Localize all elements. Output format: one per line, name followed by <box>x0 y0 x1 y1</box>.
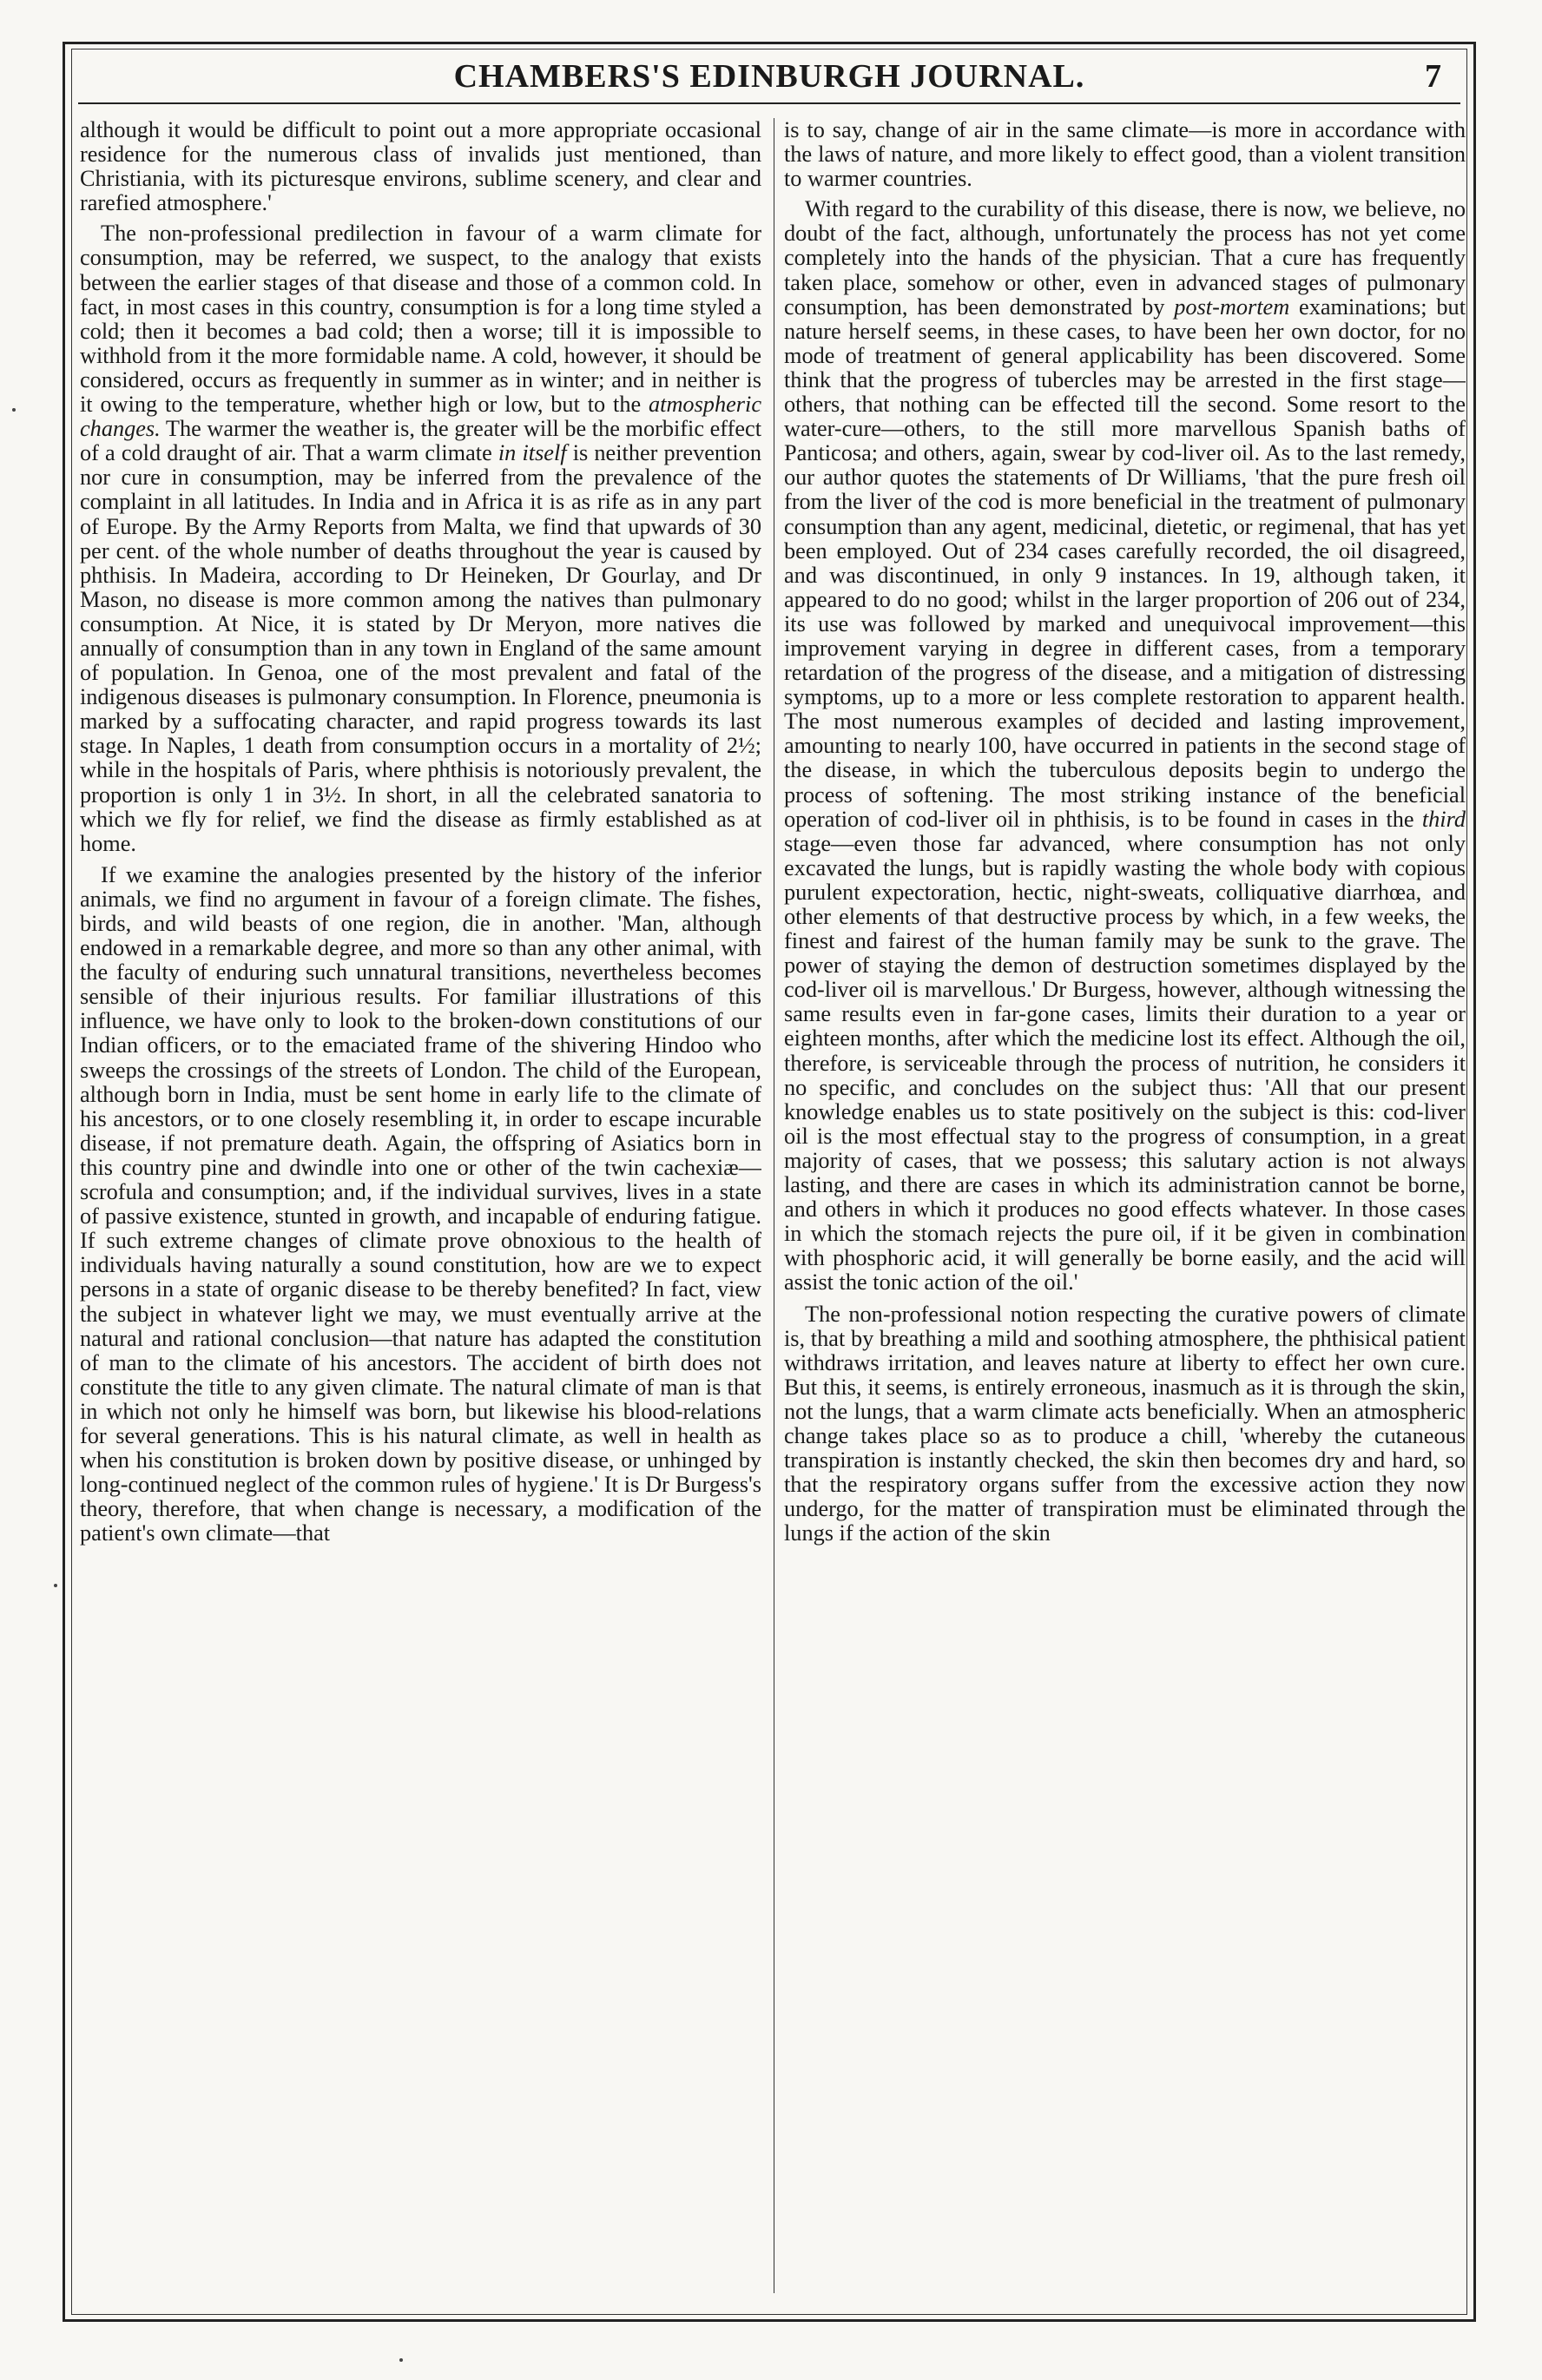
page-header <box>78 54 1460 104</box>
stray-mark <box>12 408 16 412</box>
text-run: The warmer the weather is, the greater will be the morbific effect of a cold draught of air. That a warm climate <box>80 416 761 466</box>
text-run: The non-professional predilection in favour of a warm climate for consumption, may be referred, we suspect, to the analogy that exists between the earlier stages of that disease and those of a common cold. In fact, in most cases in this country, consumption is for a long time styled a cold; then it becomes a bad cold; then a worse; till it is impossible to withhold from it the more formidable name. A cold, however, it should be considered, occurs as frequently in summer as in winter; and in neither is it owing to the temperature, whether high or low, but to the <box>80 221 761 418</box>
left-paragraph-3: If we examine the analogies presented by the history of the inferior animals, we find no argument in favour of a foreign climate. The fishes, birds, and wild beasts of one region, die in another. 'Man, although endowed in a remarkable degree, and more so than any other animal, with the faculty of enduring such unnatural transitions, nevertheless becomes sensible of their injurious results. For familiar illustrations of this influence, we have only to look to the broken-down constitutions of our Indian officers, or to the emaciated frame of the shivering Hindoo who sweeps the crossings of the streets of London. The child of the European, although born in India, must be sent home in early life to the climate of his ancestors, or to one closely resembling it, in order to escape incurable disease, if not premature death. Again, the offspring of Asiatics born in this country pine and dwindle into one or other of the twin cachexiæ—scrofula and consumption; and, if the individual survives, lives in a state of passive existence, stunted in growth, and incapable of enduring fatigue. If such extreme changes of climate prove obnoxious to the health of individuals having naturally a sound constitution, how are we to expect persons in a state of organic disease to be thereby benefited? In fact, view the subject in whatever light we may, we must eventually arrive at the natural and rational conclusion—that nature has adapted the constitution of man to the climate of his ancestors. The accident of birth does not constitute the title to any given climate. The natural climate of man is that in which not only he himself was born, but likewise his blood-relations for several generations. This is his natural climate, as well in health as when his constitution is broken down by positive disease, or unhinged by long-continued neglect of the common rules of hygiene.' It is Dr Burgess's theory, therefore, that when change is necessary, a modification of the patient's own climate—that <box>80 861 761 1546</box>
left-paragraph-2 <box>80 221 761 855</box>
text-run: examinations; but nature herself seems, in these cases, to have been her own doctor, for no mode of treatment of general applicability has been discovered. Some think that the progress of tubercles may be arrested in the first stage—others, that nothing can be effected till the second. Some resort to the water-cure—others, to the still more marvellous Spanish baths of Panticosa; and others, again, swear by cod-liver oil. As to the last remedy, our author quotes the statements of Dr Williams, 'that the pure fresh oil from the liver of the cod is more beneficial in the treatment of pulmonary consumption than any agent, medicinal, dietetic, or regimenal, that has yet been employed. Out of 234 cases carefully recorded, the oil disagreed, and was discontinued, in only 9 instances. In 19, although taken, it appeared to do no good; whilst in the larger proportion of 206 out of 234, its use was followed by marked and unequivocal improvement—this improvement varying in degree in different cases, from a temporary retardation of the progress of the disease, and a mitigation of distressing symptoms, up to a more or less complete restoration to apparent health. The most numerous examples of decided and lasting improvement, amounting to nearly 100, have occurred in patients in the second stage of the disease, in which the tuberculous deposits begin to undergo the process of softening. The most striking instance of the beneficial operation of cod-liver oil in phthisis, is to be found in cases in the <box>784 293 1466 832</box>
left-paragraph-1: although it would be difficult to point out a more appropriate occasional residence for the numerous class of invalids just mentioned, than Christiania, with its picturesque environs, sublime scenery, and clear and rarefied atmosphere.' <box>80 118 761 216</box>
left-column <box>80 118 761 2293</box>
right-paragraph-1: is to say, change of air in the same climate—is more in accordance with the laws of nature, and more likely to effect good, than a violent transition to warmer countries. <box>784 118 1466 192</box>
emphasis: atmospheric changes. <box>80 392 761 442</box>
emphasis: post-mortem <box>1174 293 1290 320</box>
emphasis: third <box>1421 806 1466 832</box>
page-number: 7 <box>1425 58 1441 95</box>
journal-title: CHAMBERS'S EDINBURGH JOURNAL. <box>453 58 1085 95</box>
stray-mark <box>399 2358 403 2362</box>
emphasis: in itself <box>498 440 567 466</box>
stray-mark <box>54 1584 57 1587</box>
text-run: stage—even those far advanced, where consumption has not only excavated the lungs, but is rapidly wasting the whole body with copious purulent expectoration, hectic, night-sweats, colliquative diarrhœa, and other elements of that destructive process by which, in a few weeks, the finest and fairest of the human family may be sunk to the grave. The power of staying the demon of destruction sometimes displayed by the cod-liver oil is marvellous.' Dr Burgess, however, although witnessing the same results even in far-gone cases, limits their duration to a year or eighteen months, after which the medicine lost its effect. Although the oil, therefore, is serviceable through the process of nutrition, he considers it no specific, and concludes on the subject thus: 'All that our present knowledge enables us to state positively on the subject is this: cod-liver oil is the most effectual stay to the progress of consumption, in a great majority of cases, that we possess; this salutary action is not always lasting, and there are cases in which its administration cannot be borne, and others in which it produces no good effects whatever. In those cases in which the stomach rejects the pure oil, if it be given in combination with phosphoric acid, it will generally be borne easily, and the acid will assist the tonic action of the oil.' <box>784 830 1466 1295</box>
right-paragraph-3: The non-professional notion respecting the curative powers of climate is, that by breathing a mild and soothing atmosphere, the phthisical patient withdraws irritation, and leaves nature at liberty to effect her own cure. But this, it seems, is entirely erroneous, inasmuch as it is through the skin, not the lungs, that a warm climate acts beneficially. When an atmospheric change takes place so as to produce a chill, 'whereby the cutaneous transpiration is instantly checked, the skin then becomes dry and hard, so that the respiratory organs suffer from the excessive action they now undergo, for the matter of transpiration must be eliminated through the lungs if the action of the skin <box>784 1301 1466 1546</box>
right-paragraph-2 <box>784 197 1466 1295</box>
right-column <box>784 118 1466 2293</box>
text-run: With regard to the curability of this disease, there is now, we believe, no doubt of the fact, although, unfortunately the process has not yet come completely into the hands of the physician. That a cure has frequently taken place, somehow or other, even in advanced stages of pulmonary consumption, has been demonstrated by <box>784 196 1466 320</box>
text-run: is neither prevention nor cure in consumption, may be inferred from the prevalence of the complaint in all latitudes. In India and in Africa it is as rife as in any part of Europe. By the Army Reports from Malta, we find that upwards of 30 per cent. of the whole number of deaths throughout the year is caused by phthisis. In Madeira, according to Dr Heineken, Dr Gourlay, and Dr Mason, no disease is more common among the natives than pulmonary consumption. At Nice, it is stated by Dr Meryon, more natives die annually of consumption than in any town in England of the same amount of population. In Genoa, one of the most prevalent and fatal of the indigenous diseases is pulmonary consumption. In Florence, pneumonia is marked by a suffocating character, and rapid progress towards its last stage. In Naples, 1 death from consumption occurs in a mortality of 2½; while in the hospitals of Paris, where phthisis is notoriously prevalent, the proportion is only 1 in 3½. In short, in all the celebrated sanatoria to which we fly for relief, we find the disease as firmly established as at home. <box>80 440 761 856</box>
